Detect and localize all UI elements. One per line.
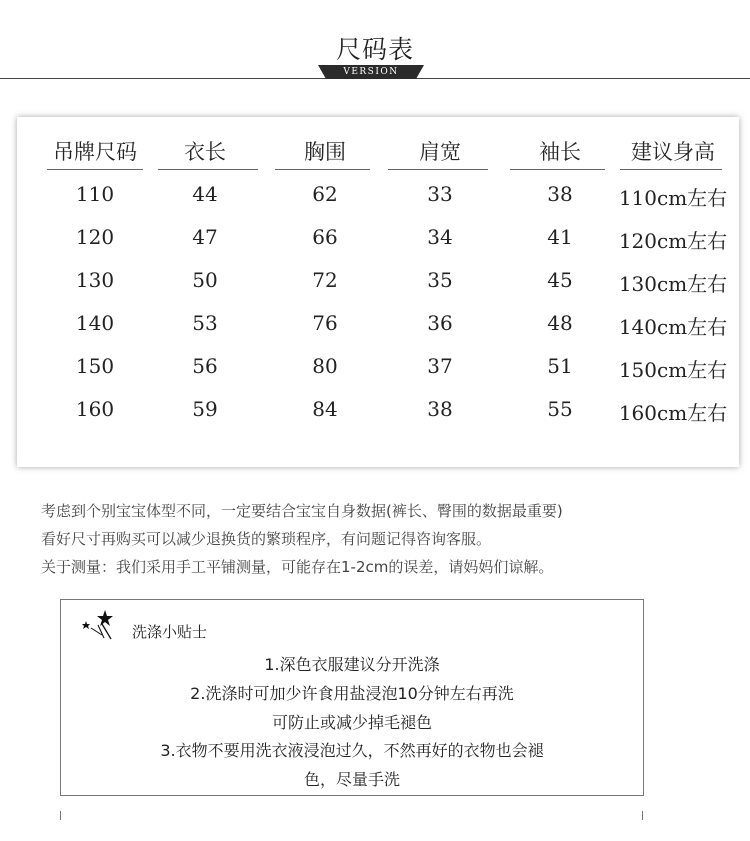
table-cell: 35 [427, 268, 453, 292]
table-cell: 59 [192, 397, 218, 421]
note-line: 关于测量：我们采用手工平铺测量，可能存在1-2cm的误差，请妈妈们谅解。 [41, 558, 554, 576]
table-cell: 140cm左右 [618, 315, 728, 339]
table-cell: 120 [75, 225, 115, 249]
table-cell: 110cm左右 [618, 186, 728, 210]
table-cell: 120cm左右 [618, 229, 728, 253]
table-cell: 130 [75, 268, 115, 292]
box-edge-tick [642, 811, 643, 820]
table-cell: 38 [427, 397, 453, 421]
table-cell: 44 [192, 182, 218, 206]
note-line: 考虑到个别宝宝体型不同，一定要结合宝宝自身数据(裤长、臀围的数据最重要) [41, 502, 563, 520]
table-cell: 150 [75, 354, 115, 378]
table-cell: 33 [427, 182, 453, 206]
page-title: 尺码表 [335, 35, 414, 64]
table-cell: 160cm左右 [618, 401, 728, 425]
col-header-sleeve: 袖长 [539, 140, 581, 164]
col-underline [620, 169, 722, 170]
col-underline [47, 169, 143, 170]
col-underline [275, 169, 370, 170]
table-cell: 34 [427, 225, 453, 249]
table-cell: 110 [75, 182, 115, 206]
table-cell: 48 [547, 311, 573, 335]
table-cell: 66 [312, 225, 338, 249]
version-badge: VERSION [343, 67, 399, 77]
table-cell: 41 [547, 225, 573, 249]
note-line: 看好尺寸再购买可以减少退换货的繁琐程序，有问题记得咨询客服。 [41, 530, 492, 548]
table-cell: 72 [312, 268, 338, 292]
table-cell: 55 [547, 397, 573, 421]
table-cell: 160 [75, 397, 115, 421]
table-cell: 51 [547, 354, 573, 378]
table-cell: 37 [427, 354, 453, 378]
tip-line: 1.深色衣服建议分开洗涤 [264, 655, 440, 674]
col-header-height: 建议身高 [631, 140, 715, 164]
table-cell: 36 [427, 311, 453, 335]
col-header-length: 衣长 [184, 140, 226, 164]
wash-tips-title: 洗涤小贴士 [132, 623, 208, 641]
box-edge-tick [60, 811, 61, 820]
col-header-chest: 胸围 [304, 140, 346, 164]
tip-line: 2.洗涤时可加少许食用盐浸泡10分钟左右再洗 [190, 684, 514, 703]
table-cell: 140 [75, 311, 115, 335]
table-cell: 50 [192, 268, 218, 292]
table-cell: 76 [312, 311, 338, 335]
table-cell: 38 [547, 182, 573, 206]
table-cell: 80 [312, 354, 338, 378]
table-cell: 150cm左右 [618, 358, 728, 382]
table-cell: 84 [312, 397, 338, 421]
table-cell: 130cm左右 [618, 272, 728, 296]
table-cell: 62 [312, 182, 338, 206]
table-cell: 56 [192, 354, 218, 378]
tip-line: 色，尽量手洗 [303, 770, 400, 789]
table-cell: 53 [192, 311, 218, 335]
table-cell: 47 [192, 225, 218, 249]
col-header-tag-size: 吊牌尺码 [53, 140, 137, 164]
col-underline [510, 169, 605, 170]
col-header-shoulder: 肩宽 [419, 140, 461, 164]
tip-line: 3.衣物不要用洗衣液浸泡过久，不然再好的衣物也会褪 [160, 741, 544, 760]
tip-line: 可防止或减少掉毛褪色 [271, 713, 432, 732]
stars-icon [78, 608, 122, 640]
col-underline [388, 169, 488, 170]
table-cell: 45 [547, 268, 573, 292]
col-underline [158, 169, 258, 170]
